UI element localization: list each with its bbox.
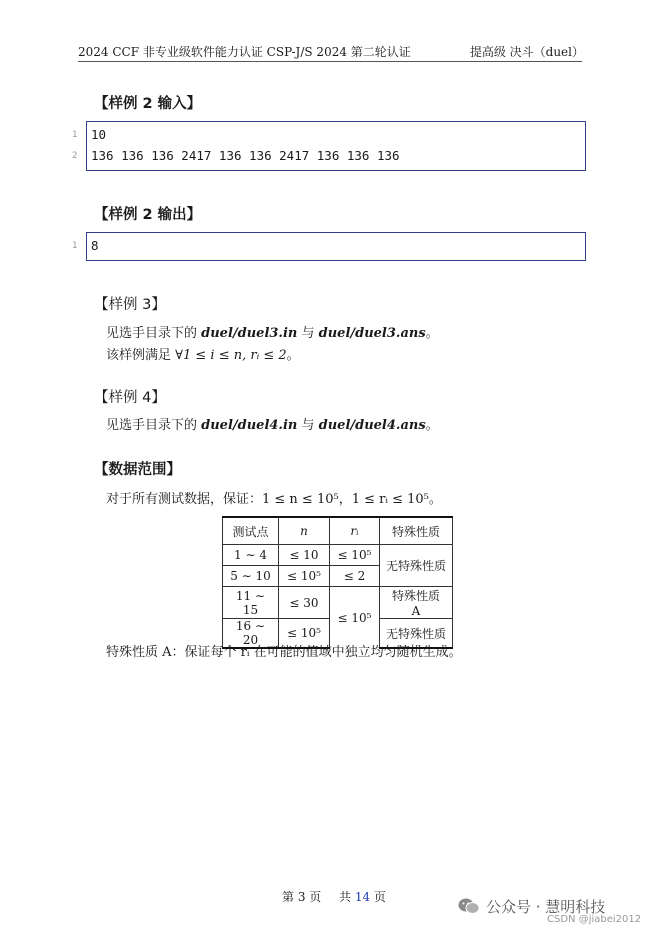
sample3-title: 【样例 3】	[94, 297, 166, 313]
table-cell: ≤ 10⁵	[330, 545, 380, 566]
wechat-icon	[458, 897, 480, 919]
line-number: 1	[72, 130, 78, 140]
sample2-input-title: 【样例 2 输入】	[94, 96, 202, 112]
table-cell: 16 ∼ 20	[223, 619, 279, 649]
code-line: 8	[91, 238, 99, 253]
text: 与	[297, 326, 319, 341]
table-cell: 5 ∼ 10	[223, 566, 279, 587]
data-range-title: 【数据范围】	[94, 462, 181, 478]
text: 。	[425, 326, 439, 341]
table-cell: 无特殊性质	[380, 545, 453, 587]
text: 见选手目录下的	[106, 326, 202, 341]
table-cell: ≤ 10⁵	[279, 619, 330, 649]
text: 该样例满足	[106, 348, 176, 363]
code-line: 10	[91, 127, 107, 142]
sample4-title: 【样例 4】	[94, 390, 166, 406]
watermark-sub: CSDN @jiabei2012	[547, 914, 642, 925]
table-header-cell: 特殊性质	[380, 517, 453, 545]
text: 与	[297, 418, 319, 433]
text: 。	[286, 348, 300, 363]
table-cell: 1 ∼ 4	[223, 545, 279, 566]
text: 。	[425, 418, 439, 433]
table-cell: ≤ 10⁵	[330, 587, 380, 649]
sample3-files-paragraph	[106, 322, 439, 341]
sample2-input-codebox[interactable]	[86, 121, 586, 171]
data-range-intro: 对于所有测试数据，保证：1 ≤ n ≤ 10⁵，1 ≤ rᵢ ≤ 10⁵。	[106, 492, 442, 507]
sample4-files-paragraph	[106, 414, 439, 433]
sample3-constraint-paragraph	[106, 344, 300, 363]
total-pages-link[interactable]: 14	[354, 890, 371, 904]
file-name: duel/duel3.in	[201, 326, 298, 341]
line-number: 1	[72, 241, 78, 251]
file-name: duel/duel4.ans	[318, 418, 426, 433]
watermark-main: 公众号 · 慧明科技	[486, 898, 606, 916]
total-pages	[339, 888, 386, 905]
data-range-table	[222, 516, 453, 649]
table-cell: 11 ∼ 15	[223, 587, 279, 619]
header-divider	[78, 61, 582, 62]
table-cell: 特殊性质 A	[380, 587, 453, 619]
table-header-cell: n	[279, 517, 330, 545]
table-header-cell: rᵢ	[330, 517, 380, 545]
header-right-title: 提高级 决斗（duel）	[469, 45, 584, 59]
text: 共	[339, 890, 355, 904]
table-header-row	[223, 517, 453, 545]
table-row	[223, 545, 453, 566]
file-name: duel/duel4.in	[201, 418, 298, 433]
table-cell: ≤ 10⁵	[279, 566, 330, 587]
text: 页	[370, 890, 386, 904]
math-expression: ∀1 ≤ i ≤ n, rᵢ ≤ 2	[175, 348, 287, 363]
file-name: duel/duel3.ans	[318, 326, 426, 341]
line-number: 2	[72, 151, 78, 161]
special-property-note: 特殊性质 A：保证每个 rᵢ 在可能的值域中独立均匀随机生成。	[106, 645, 462, 660]
sample2-output-codebox[interactable]	[86, 232, 586, 261]
text: 见选手目录下的	[106, 418, 202, 433]
table-row	[223, 587, 453, 619]
table-cell: ≤ 30	[279, 587, 330, 619]
code-line: 136 136 136 2417 136 136 2417 136 136 136	[91, 148, 400, 163]
page-number: 第 3 页	[282, 890, 322, 904]
table-cell: 无特殊性质	[380, 619, 453, 649]
sample2-output-title: 【样例 2 输出】	[94, 207, 202, 223]
table-cell: ≤ 10	[279, 545, 330, 566]
table-cell: ≤ 2	[330, 566, 380, 587]
table-header-cell: 测试点	[223, 517, 279, 545]
header-left-title: 2024 CCF 非专业级软件能力认证 CSP-J/S 2024 第二轮认证	[78, 45, 411, 59]
